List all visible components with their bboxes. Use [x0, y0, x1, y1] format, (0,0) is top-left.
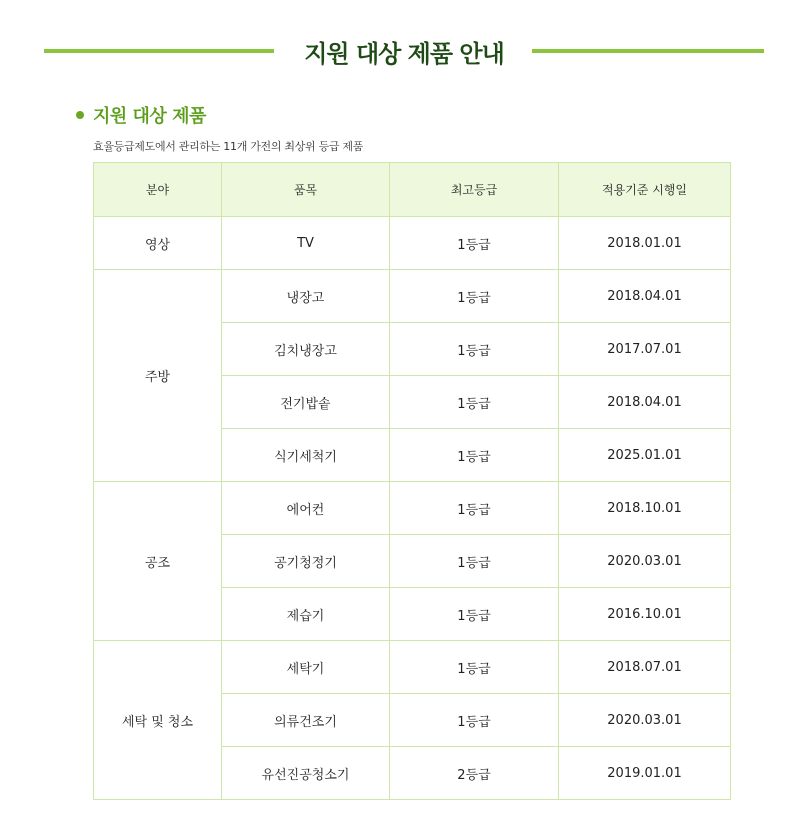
grade-cell: 1등급 — [390, 535, 559, 588]
table-row — [94, 641, 731, 694]
products-table — [93, 162, 731, 800]
date-cell: 2016.10.01 — [559, 588, 731, 641]
product-cell: 김치냉장고 — [222, 323, 390, 376]
header-divider-right — [532, 49, 764, 53]
page-title: 지원 대상 제품 안내 — [304, 40, 504, 68]
grade-cell: 1등급 — [390, 217, 559, 270]
product-cell: 에어컨 — [222, 482, 390, 535]
bullet-icon — [76, 111, 84, 119]
table-header-row — [94, 163, 731, 217]
product-cell: 공기청정기 — [222, 535, 390, 588]
date-cell: 2020.03.01 — [559, 694, 731, 747]
section-title: 지원 대상 제품 — [93, 106, 206, 127]
grade-cell: 1등급 — [390, 641, 559, 694]
grade-cell: 1등급 — [390, 429, 559, 482]
date-cell: 2018.04.01 — [559, 376, 731, 429]
header-date: 적용기준 시행일 — [559, 163, 731, 217]
category-cell: 주방 — [94, 270, 222, 482]
product-cell: TV — [222, 217, 390, 270]
section-heading — [76, 102, 206, 128]
table-row — [94, 482, 731, 535]
date-cell: 2018.01.01 — [559, 217, 731, 270]
product-cell: 세탁기 — [222, 641, 390, 694]
date-cell: 2018.07.01 — [559, 641, 731, 694]
product-cell: 냉장고 — [222, 270, 390, 323]
date-cell: 2019.01.01 — [559, 747, 731, 800]
grade-cell: 1등급 — [390, 482, 559, 535]
date-cell: 2017.07.01 — [559, 323, 731, 376]
table-row — [94, 270, 731, 323]
grade-cell: 1등급 — [390, 694, 559, 747]
section-description: 효율등급제도에서 관리하는 11개 가전의 최상위 등급 제품 — [93, 140, 364, 153]
grade-cell: 1등급 — [390, 270, 559, 323]
date-cell: 2018.04.01 — [559, 270, 731, 323]
header-grade: 최고등급 — [390, 163, 559, 217]
product-cell: 의류건조기 — [222, 694, 390, 747]
grade-cell: 1등급 — [390, 588, 559, 641]
product-cell: 식기세척기 — [222, 429, 390, 482]
product-cell: 전기밥솥 — [222, 376, 390, 429]
date-cell: 2020.03.01 — [559, 535, 731, 588]
grade-cell: 2등급 — [390, 747, 559, 800]
page-header — [44, 28, 764, 74]
category-cell: 세탁 및 청소 — [94, 641, 222, 800]
date-cell: 2025.01.01 — [559, 429, 731, 482]
table-row — [94, 217, 731, 270]
product-cell: 제습기 — [222, 588, 390, 641]
grade-cell: 1등급 — [390, 323, 559, 376]
header-product: 품목 — [222, 163, 390, 217]
header-category: 분야 — [94, 163, 222, 217]
grade-cell: 1등급 — [390, 376, 559, 429]
date-cell: 2018.10.01 — [559, 482, 731, 535]
category-cell: 영상 — [94, 217, 222, 270]
category-cell: 공조 — [94, 482, 222, 641]
product-cell: 유선진공청소기 — [222, 747, 390, 800]
